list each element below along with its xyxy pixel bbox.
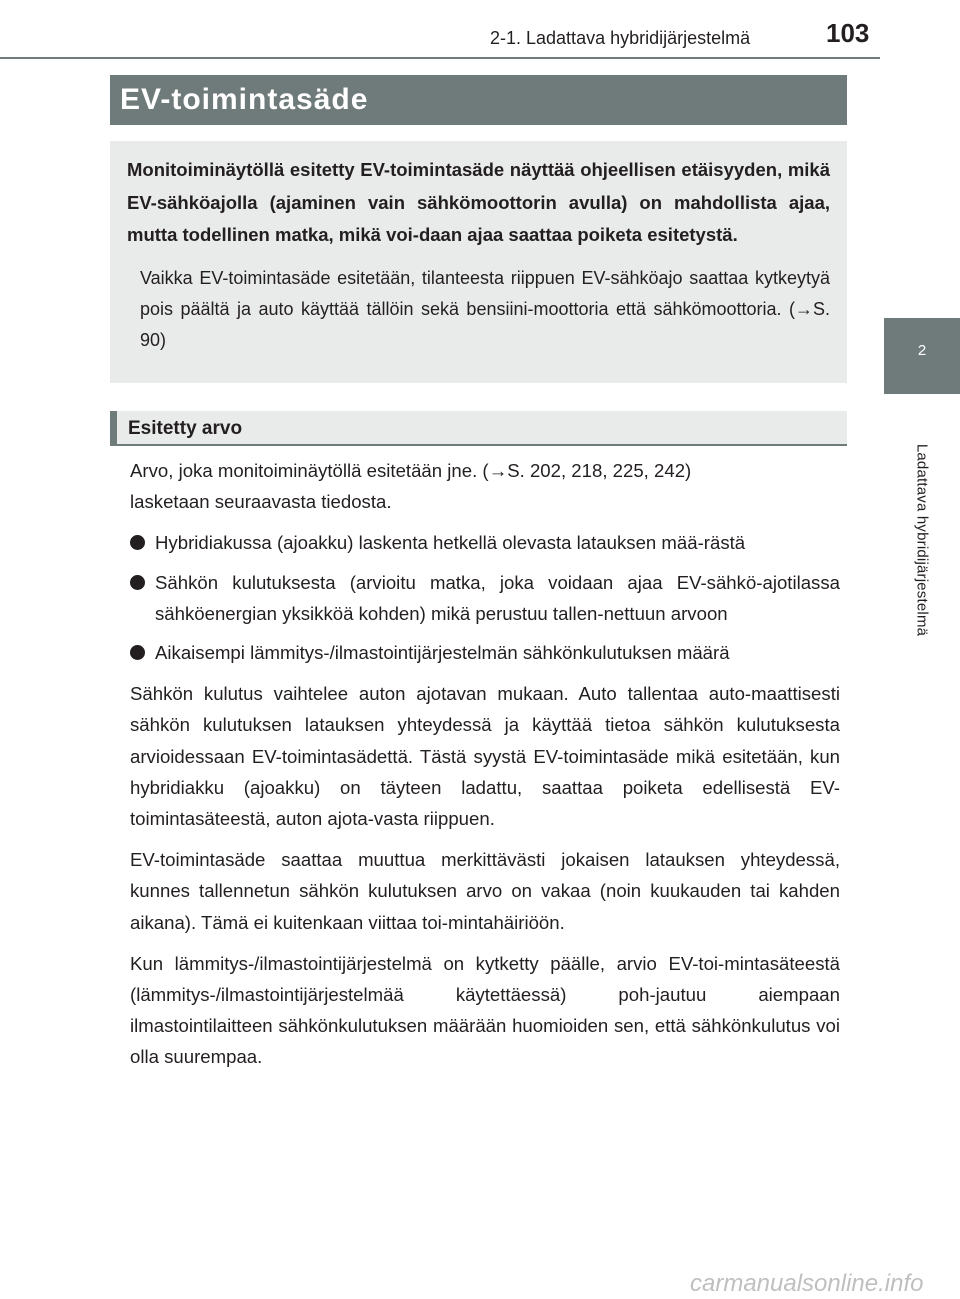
bullet-icon — [130, 535, 145, 550]
para1-start: Arvo, joka monitoiminäytöllä esitetään jne. ( — [130, 460, 489, 481]
watermark: carmanualsonline.info — [690, 1270, 924, 1297]
arrow-icon: → — [794, 298, 813, 319]
list-item-text: Aikaisempi lämmitys-/ilmastointijärjestelmän sähkönkulutuksen määrä — [155, 642, 730, 664]
bullet-icon — [130, 645, 145, 660]
bullet-icon — [130, 575, 145, 590]
paragraph — [130, 455, 840, 517]
paragraph: Sähkön kulutus vaihtelee auton ajotavan mukaan. Auto tallentaa auto-maattisesti sähkön kulutuksen latauksen yhteydessä ja käyttää tietoa sähkön kulutuksesta arvioidessaan EV-toimintasädettä. Tästä syystä EV-toimintasäde mikä esitetään, kun hybridiakku (ajoakku) on täyteen ladattu, saattaa poiketa edellisestä EV-toimintasäteestä, auton ajota-vasta riippuen. — [130, 683, 840, 830]
running-header: 2-1. Ladattava hybridijärjestelmä — [490, 28, 751, 48]
arrow-icon: → — [488, 460, 508, 481]
note-text: Vaikka EV-toimintasäde esitetään, tilanteesta riippuen EV-sähköajo saattaa kytkeytyä pois päältä ja auto käyttää tällöin sekä bensiini-moottoria että sähkömoottoria. ( — [140, 267, 830, 319]
paragraph: Kun lämmitys-/ilmastointijärjestelmä on kytketty päälle, arvio EV-toi-mintasäteestä (lämmitys-/ilmastointijärjestelmää käytettäessä) poh-jautuu aiempaan ilmastointilaitteen sähkönkulutuksen määrään huomioiden sen, että sähkönkulutus voi olla suurempaa. — [130, 952, 840, 1068]
list-item-text: Hybridiakussa (ajoakku) laskenta hetkellä olevasta latauksen mää-rästä — [155, 532, 746, 554]
header-rule — [0, 57, 880, 59]
para1-end: lasketaan seuraavasta tiedosta. — [130, 491, 392, 513]
body-text — [130, 455, 840, 1083]
chapter-tab: 2 — [884, 318, 960, 394]
page-ref-link[interactable]: S. 90) — [140, 298, 830, 350]
page-number: 103 — [826, 18, 870, 48]
bullet-list — [130, 527, 840, 668]
list-item — [130, 527, 840, 558]
page-ref-link[interactable]: S. 202, 218, 225, 242) — [507, 460, 692, 481]
list-item-text: Sähkön kulutuksesta (arvioitu matka, joka voidaan ajaa EV-sähkö-ajotilassa sähköenergian yksikköä kohden) mikä perustuu tallen-nettuun arvoon — [155, 571, 840, 624]
subsection-title: Esitetty arvo — [110, 411, 847, 446]
intro-note — [140, 263, 830, 356]
list-item — [130, 637, 840, 668]
section-title: EV-toimintasäde — [110, 75, 847, 125]
intro-box — [110, 141, 847, 383]
paragraph: EV-toimintasäde saattaa muuttua merkittävästi jokaisen latauksen yhteydessä, kunnes tallennetun sähkön kulutuksen arvo on vakaa (noin kuukauden tai kahden aikana). Tämä ei kuitenkaan viittaa toi-mintahäiriöön. — [130, 849, 840, 933]
intro-text: Monitoiminäytöllä esitetty EV-toimintasäde näyttää ohjeellisen etäisyyden, mikä EV-sähköajolla (ajaminen vain sähkömoottorin avulla) on mahdollista ajaa, mutta todellinen matka, mikä voi-daan ajaa saattaa poiketa esitetystä. — [127, 159, 830, 245]
chapter-side-label: Ladattava hybridijärjestelmä — [913, 443, 931, 637]
list-item — [130, 567, 840, 629]
